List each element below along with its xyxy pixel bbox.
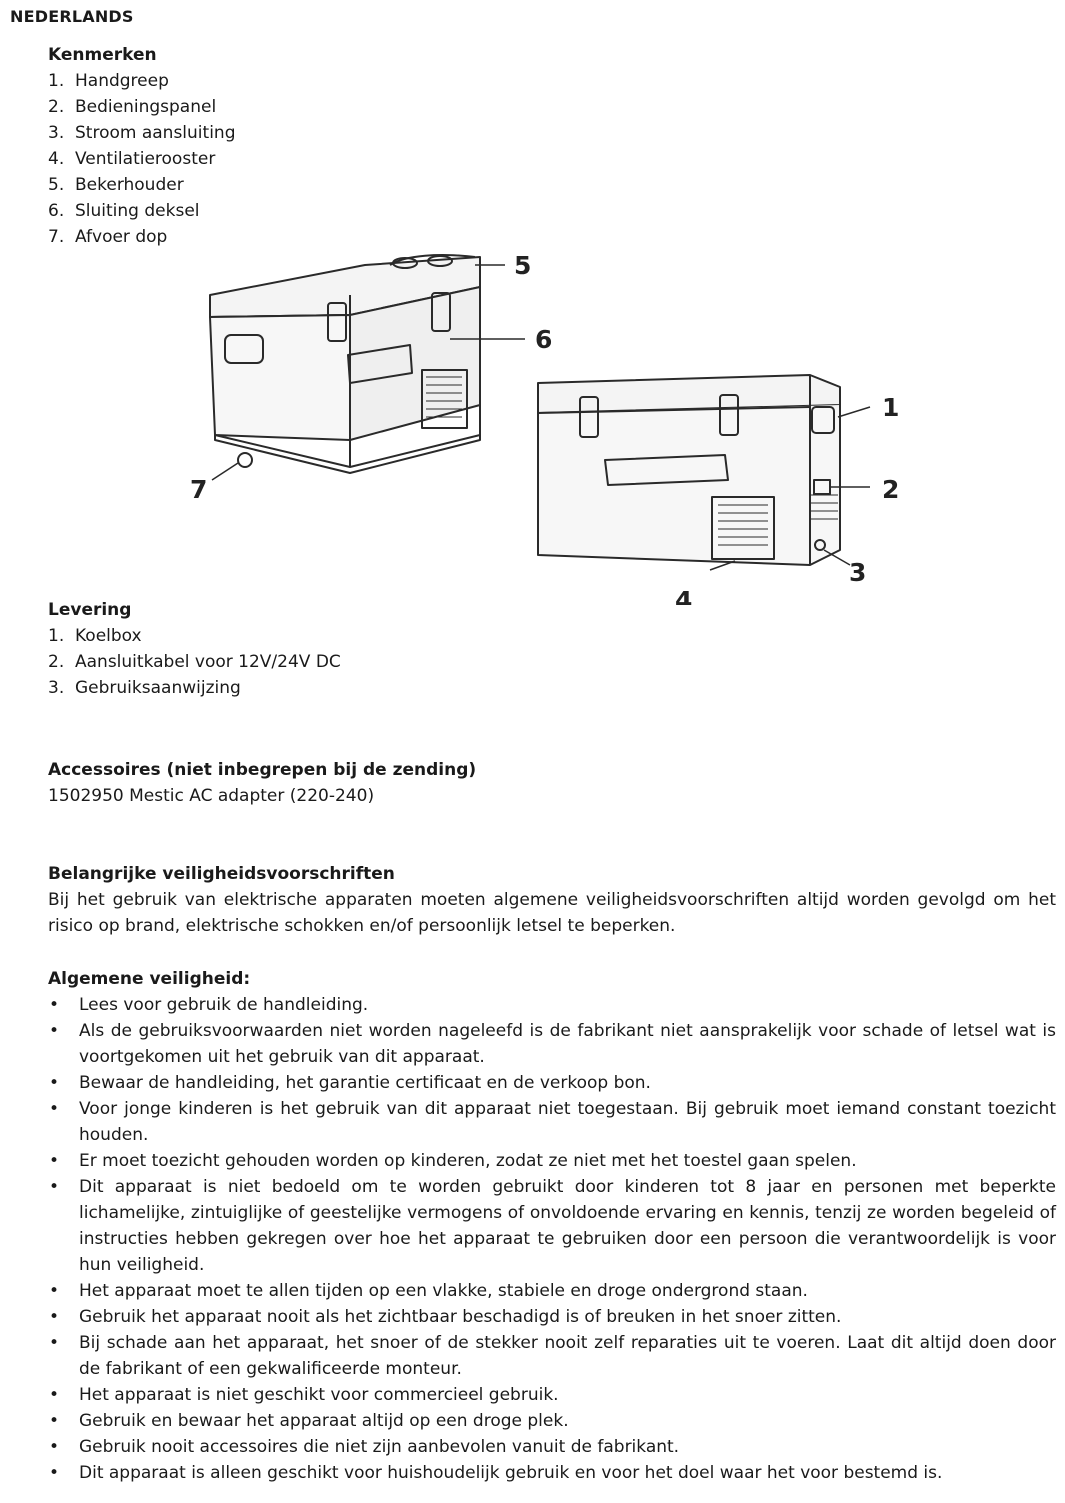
features-section (48, 42, 235, 250)
item-number: 5. (48, 175, 65, 195)
list-item (48, 675, 341, 701)
safety-paragraph: Bij het gebruik van elektrische apparaten moeten algemene veiligheidsvoorschriften altijd worden gevolgd om het risico op brand, elektrische schokken en/of persoonlijk letsel te beperken. (48, 890, 1056, 936)
item-text: Gebruik het apparaat nooit als het zichtbaar beschadigd is of breuken in het snoer zitten. (79, 1307, 842, 1327)
list-item (48, 1304, 1056, 1330)
bullet-icon: • (49, 1073, 60, 1093)
list-item (48, 1278, 1056, 1304)
delivery-section (48, 597, 341, 701)
item-label: Gebruiksaanwijzing (75, 678, 241, 698)
item-label: Handgreep (75, 71, 169, 91)
list-item (48, 1408, 1056, 1434)
list-item (48, 146, 235, 172)
item-number: 4. (48, 149, 65, 169)
list-item (48, 1174, 1056, 1278)
list-item (48, 1460, 1056, 1486)
callout-1: 1 (882, 393, 900, 422)
cooler-box-illustration (150, 235, 940, 605)
item-label: Afvoer dop (75, 227, 168, 247)
item-number: 2. (48, 652, 65, 672)
item-text: Gebruik en bewaar het apparaat altijd op een droge plek. (79, 1411, 569, 1431)
item-number: 7. (48, 227, 65, 247)
list-item (48, 1096, 1056, 1148)
bullet-icon: • (49, 1385, 60, 1405)
cooler-front-view (210, 255, 840, 565)
item-text: Er moet toezicht gehouden worden op kinderen, zodat ze niet met het toestel gaan spelen. (79, 1151, 857, 1171)
item-text: Lees voor gebruik de handleiding. (79, 995, 369, 1015)
bullet-icon: • (49, 1307, 60, 1327)
list-item (48, 198, 235, 224)
accessories-text: 1502950 Mestic AC adapter (220-240) (48, 786, 375, 806)
general-safety-list (48, 992, 1056, 1486)
list-item (48, 94, 235, 120)
accessories-title: Accessoires (niet inbegrepen bij de zending) (48, 760, 477, 780)
bullet-icon: • (49, 1411, 60, 1431)
bullet-icon: • (49, 1099, 60, 1119)
callout-6: 6 (535, 325, 553, 354)
delivery-list (48, 623, 341, 701)
item-label: Bedieningspanel (75, 97, 217, 117)
item-label: Koelbox (75, 626, 142, 646)
safety-section (48, 861, 1056, 939)
item-number: 1. (48, 626, 65, 646)
item-number: 3. (48, 678, 65, 698)
list-item (48, 623, 341, 649)
item-label: Stroom aansluiting (75, 123, 236, 143)
list-item (48, 1434, 1056, 1460)
list-item (48, 1148, 1056, 1174)
list-item (48, 1330, 1056, 1382)
list-item (48, 172, 235, 198)
bullet-icon: • (49, 1177, 60, 1197)
item-label: Aansluitkabel voor 12V/24V DC (75, 652, 341, 672)
item-label: Bekerhouder (75, 175, 184, 195)
list-item (48, 649, 341, 675)
item-text: Voor jonge kinderen is het gebruik van dit apparaat niet toegestaan. Bij gebruik moet iemand constant toezicht houden. (79, 1099, 1056, 1145)
list-item (48, 120, 235, 146)
item-text: Het apparaat moet te allen tijden op een vlakke, stabiele en droge ondergrond staan. (79, 1281, 808, 1301)
item-text: Als de gebruiksvoorwaarden niet worden nageleefd is de fabrikant niet aansprakelijk voor schade of letsel wat is voortgekomen uit het gebruik van dit apparaat. (79, 1021, 1056, 1067)
callout-5: 5 (514, 251, 532, 280)
list-item (48, 1382, 1056, 1408)
item-number: 2. (48, 97, 65, 117)
bullet-icon: • (49, 1151, 60, 1171)
cooler-diagram (150, 235, 940, 605)
leader-line-1 (838, 407, 870, 417)
bullet-icon: • (49, 995, 60, 1015)
features-list (48, 68, 235, 250)
item-label: Ventilatierooster (75, 149, 216, 169)
list-item (48, 68, 235, 94)
callout-2: 2 (882, 475, 900, 504)
callout-3: 3 (849, 558, 867, 587)
leader-line-7 (212, 463, 238, 480)
section-language-heading: NEDERLANDS (10, 7, 134, 26)
item-text: Bij schade aan het apparaat, het snoer of de stekker nooit zelf reparaties uit te voeren. Laat dit altijd doen door de fabrikant of een gekwalificeerde monteur. (79, 1333, 1056, 1379)
bullet-icon: • (49, 1281, 60, 1301)
general-safety-section (48, 966, 1056, 1486)
bullet-icon: • (49, 1333, 60, 1353)
bullet-icon: • (49, 1437, 60, 1457)
accessories-section (48, 757, 476, 809)
item-text: Dit apparaat is niet bedoeld om te worden gebruikt door kinderen tot 8 jaar en personen met beperkte lichamelijke, zintuiglijke of geestelijke vermogens of onvoldoende ervaring en kennis, tenzij ze worden begeleid of instructies hebben gekregen over hoe het apparaat te gebruiken door een persoon die verantwoordelijk is voor hun veiligheid. (79, 1177, 1056, 1275)
bullet-icon: • (49, 1463, 60, 1483)
features-title: Kenmerken (48, 45, 157, 65)
general-safety-title: Algemene veiligheid: (48, 969, 251, 989)
item-text: Bewaar de handleiding, het garantie certificaat en de verkoop bon. (79, 1073, 651, 1093)
delivery-title: Levering (48, 600, 132, 620)
list-item (48, 1018, 1056, 1070)
safety-title: Belangrijke veiligheidsvoorschriften (48, 864, 395, 884)
item-text: Dit apparaat is alleen geschikt voor huishoudelijk gebruik en voor het doel waar het voor bestemd is. (79, 1463, 943, 1483)
item-number: 6. (48, 201, 65, 221)
item-number: 3. (48, 123, 65, 143)
callout-7: 7 (190, 475, 208, 504)
item-number: 1. (48, 71, 65, 91)
list-item (48, 992, 1056, 1018)
list-item (48, 1070, 1056, 1096)
item-text: Gebruik nooit accessoires die niet zijn aanbevolen vanuit de fabrikant. (79, 1437, 680, 1457)
item-label: Sluiting deksel (75, 201, 200, 221)
item-text: Het apparaat is niet geschikt voor commercieel gebruik. (79, 1385, 559, 1405)
callout-4: 4 (675, 586, 693, 605)
bullet-icon: • (49, 1021, 60, 1041)
